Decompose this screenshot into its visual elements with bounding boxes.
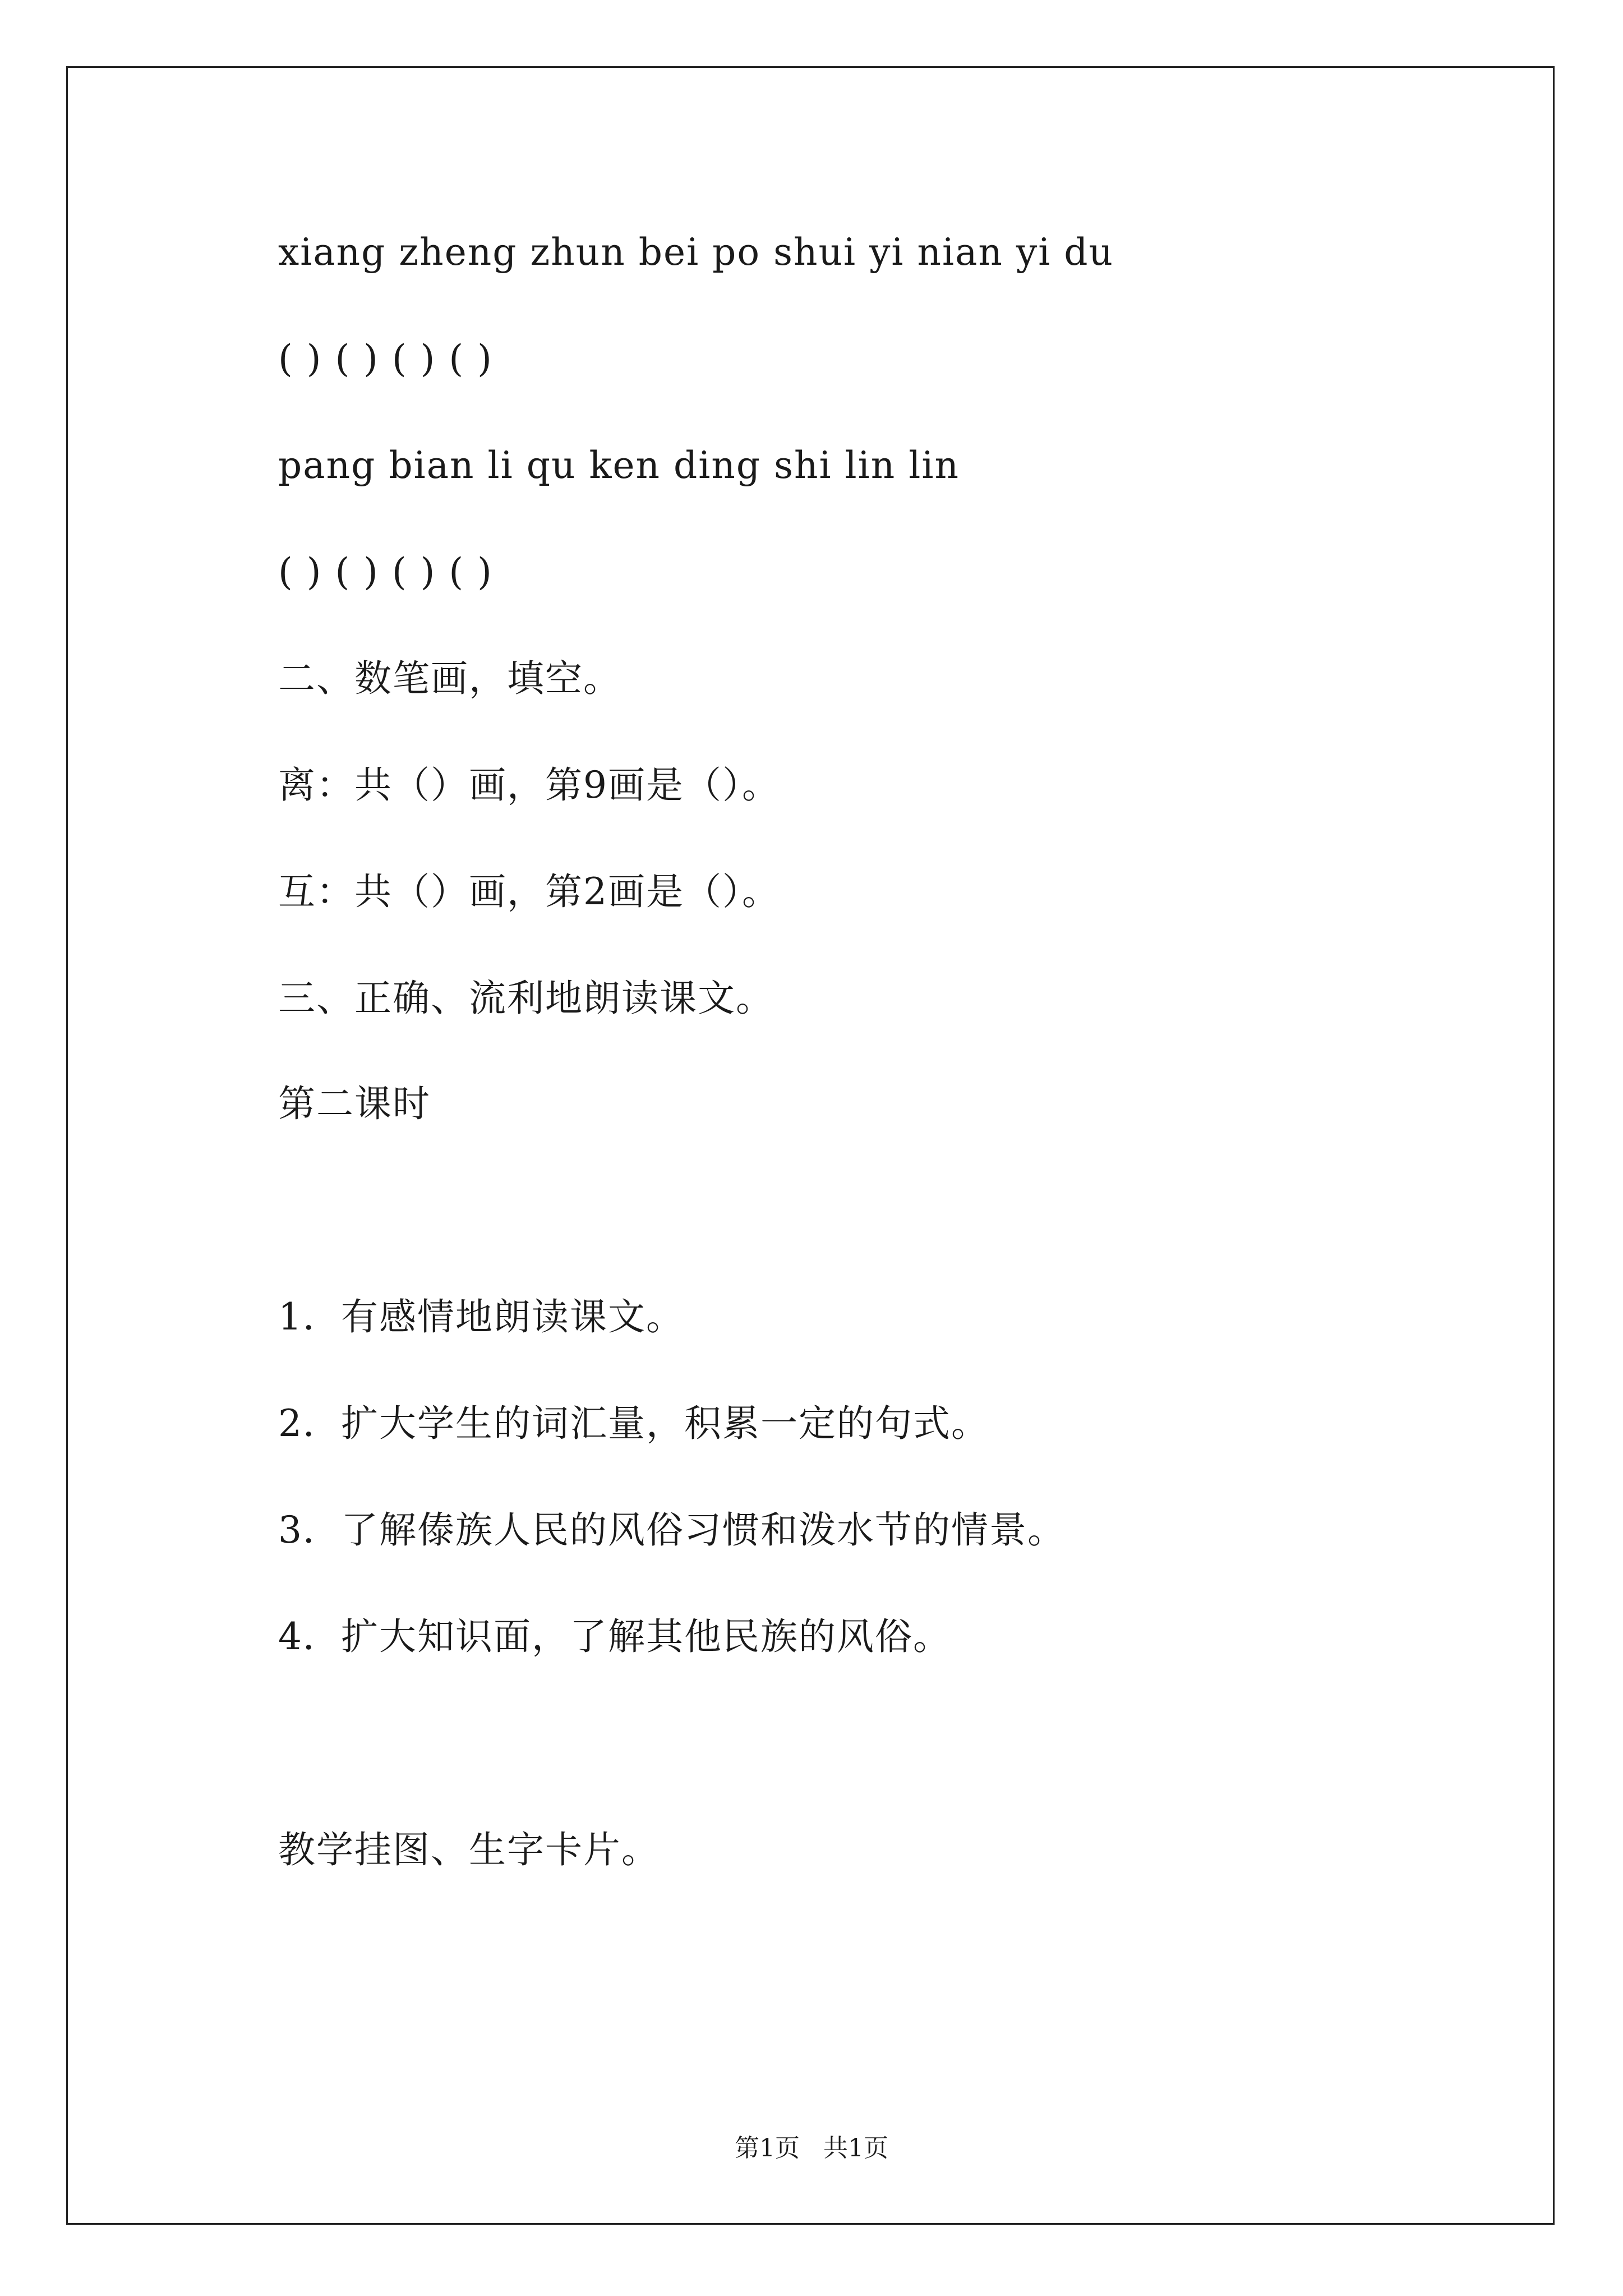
section-heading-reading: 三、正确、流利地朗读课文。 [278,977,774,1020]
page-frame [66,66,1555,2225]
objective-item-1: 1．有感情地朗读课文。 [278,1295,684,1338]
stroke-question-hu: 互：共（）画，第2画是（）。 [278,870,780,913]
objective-item-2: 2．扩大学生的词汇量，积累一定的句式。 [278,1402,989,1445]
section-heading-strokes: 二、数笔画，填空。 [278,657,621,700]
objective-item-3: 3．了解傣族人民的风俗习惯和泼水节的情景。 [278,1508,1066,1552]
stroke-question-li: 离：共（）画，第9画是（）。 [278,763,780,807]
teaching-materials: 教学挂图、生字卡片。 [278,1828,660,1871]
pinyin-line-1: xiang zheng zhun bei po shui yi nian yi du [278,231,1114,274]
page-footer: 第1页 共1页 [735,2134,888,2162]
blank-brackets-line-1: ( ) ( ) ( ) ( ) [278,337,493,380]
blank-brackets-line-2: ( ) ( ) ( ) ( ) [278,550,493,593]
lesson-heading: 第二课时 [278,1082,431,1125]
objective-item-4: 4．扩大知识面，了解其他民族的风俗。 [278,1615,951,1658]
pinyin-line-2: pang bian li qu ken ding shi lin lin [278,444,960,487]
